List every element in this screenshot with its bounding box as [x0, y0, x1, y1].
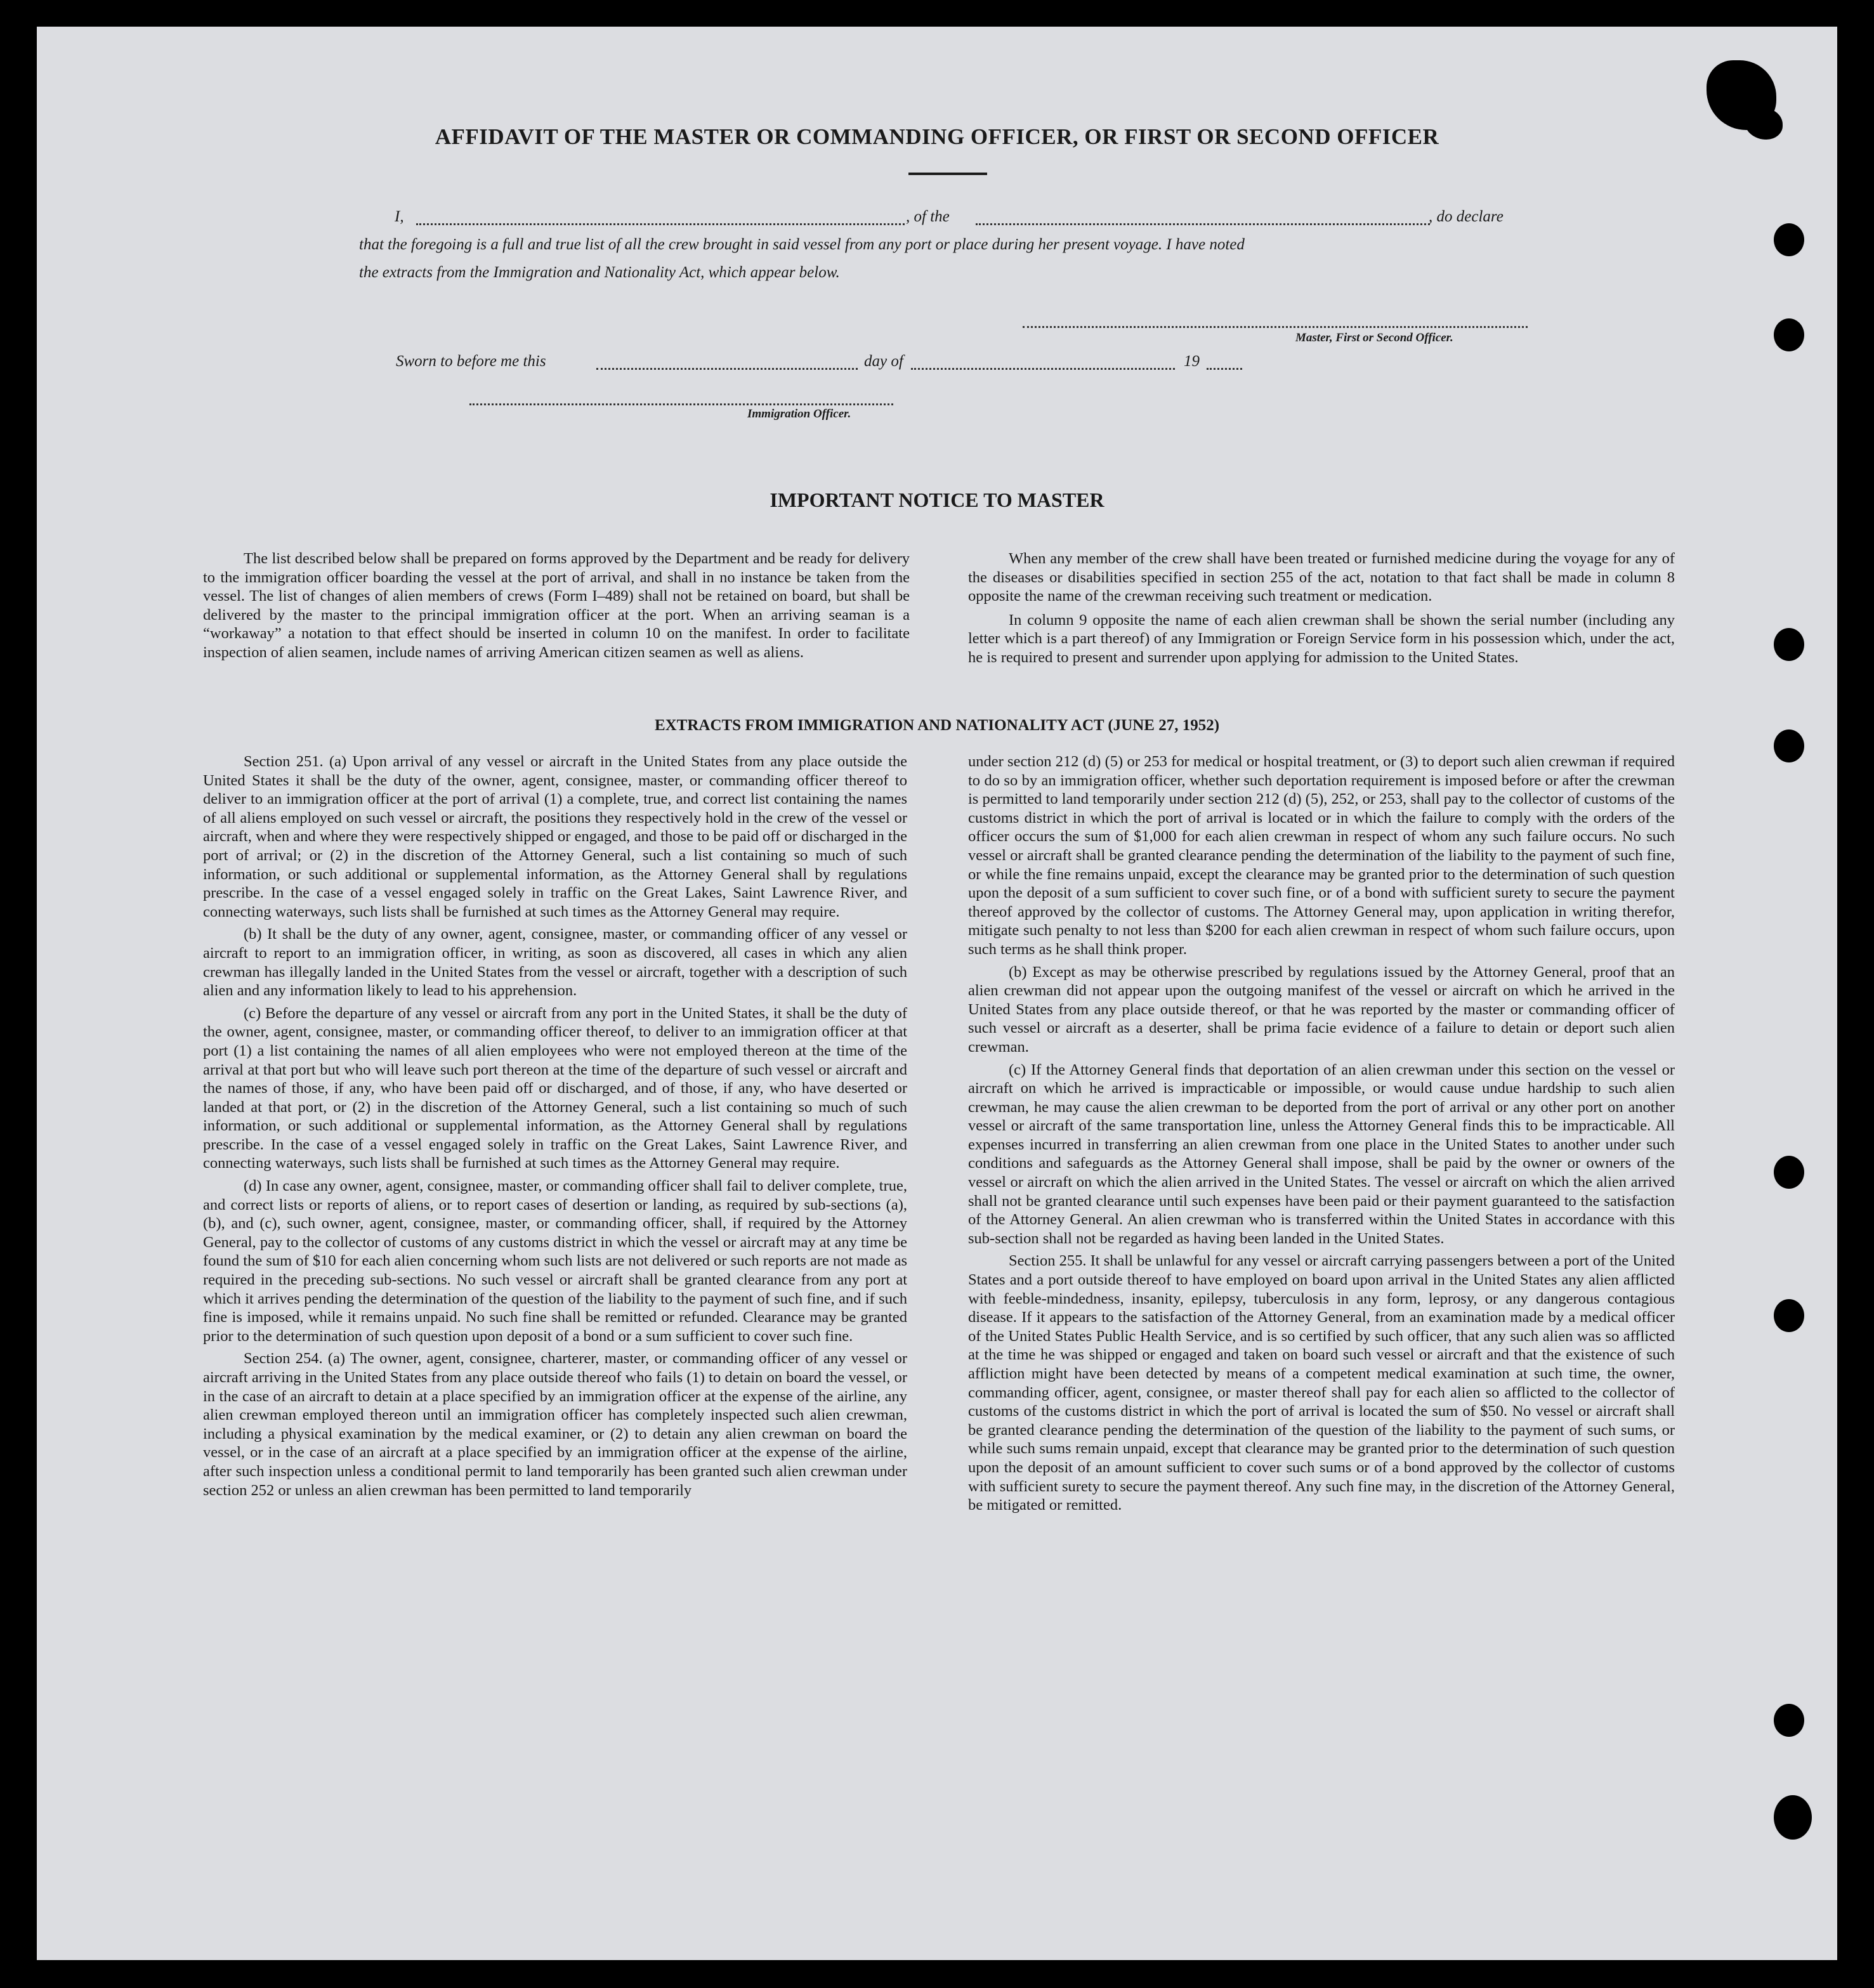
name-field[interactable] [416, 223, 905, 225]
immigration-officer-label: Immigration Officer. [747, 407, 851, 421]
year-label: 19 [1184, 353, 1200, 370]
master-signature-line[interactable] [1023, 326, 1528, 328]
notice-title: IMPORTANT NOTICE TO MASTER [770, 488, 1104, 511]
vessel-field[interactable] [976, 223, 1430, 225]
affidavit-title: AFFIDAVIT OF THE MASTER OR COMMANDING OFFICER, OR FIRST OR SECOND OFFICER [435, 124, 1439, 149]
declaration-do-declare: , do declare [1429, 208, 1504, 225]
immigration-officer-line[interactable] [469, 403, 893, 405]
declaration-i: I, [395, 208, 404, 225]
sworn-label: Sworn to before me this [396, 353, 546, 370]
sworn-year-field[interactable] [1207, 368, 1242, 370]
binder-hole [1774, 628, 1804, 661]
section-254-b: (b) Except as may be otherwise prescribed by regulations issued by the Attorney General, proof that an alien crewman did not appear upon the outgoing manifest of the vessel or aircraft on which he arrived in the United States from any place outside thereof, or that he was reported by the master or commanding officer of such vessel or aircraft as a deserter, shall be prima facie evidence of a failure to detain or deport such alien crewman. [968, 963, 1675, 1056]
section-254-a: Section 254. (a) The owner, agent, consignee, charterer, master, or commanding officer of any vessel or aircraft arriving in the United States from any place outside thereof who fails (1) to detain on board the vessel, or in the case of an aircraft to detain at a place specified by an immigration officer at the expense of the airline, any alien crewman employed thereon until an immigration officer has completely inspected such alien crewman, including a physical examination by the medical examiner, or (2) to detain any alien crewman on board the vessel, or in the case of an aircraft at a place specified by an immigration officer at the expense of the airline, after such inspection unless a conditional permit to land temporarily has been granted such alien crewman under section 252 or unless an alien crewman has been permitted to land temporarily [203, 1350, 907, 1499]
section-254-c: (c) If the Attorney General finds that deportation of an alien crewman under this section on the vessel or aircraft on which he arrived is impracticable or impossible, or would cause undue hardship to such alien crewman, he may cause the alien crewman to be deported from the port of arrival or any other port on another vessel or aircraft of the same transportation line, unless the Attorney General finds this to be impracticable. All expenses incurred in transferring an alien crewman from one place in the United States to another under such conditions and safeguards as the Attorney General shall impose, shall be paid by the owner or owners of the vessel or aircraft on which the alien arrived in the United States. The vessel or aircraft on which the alien arrived shall not be granted clearance until such expenses have been paid or their payment guaranteed to the satisfaction of the Attorney General. An alien crewman who is transferred within the United States in accordance with this sub-section shall not be regarded as having been landed in the United States. [968, 1061, 1675, 1247]
section-251-c: (c) Before the departure of any vessel or aircraft from any port in the United States, it shall be the duty of the owner, agent, consignee, master, or commanding officer thereof, to deliver to an immigration officer at that port (1) a list containing the names of all alien employees who were not employed thereon at the time of the arrival at that port but who will leave such port thereon at the time of the departure of such vessel or aircraft and the names of those, if any, who have been paid off or discharged, and of those, if any, who have deserted or landed at that port, or (2) in the discretion of the Attorney General, such a list containing so much of such information, or such additional or supplemental information, as the Attorney General shall by regulations prescribe. In the case of a vessel engaged solely in traffic on the Great Lakes, Saint Lawrence River, and connecting waterways, such lists shall be furnished at such times as the Attorney General may require. [203, 1004, 907, 1172]
title-rule [908, 173, 987, 175]
binder-hole [1774, 223, 1804, 256]
day-of-label: day of [864, 353, 903, 370]
notice-left-column [203, 549, 910, 662]
section-251-a: Section 251. (a) Upon arrival of any vessel or aircraft in the United States from any place outside the United States it shall be the duty of the owner, agent, consignee, master, or commanding officer thereof to deliver to an immigration officer at the port of arrival (1) a complete, true, and correct list containing the names of all aliens employed on such vessel or aircraft, the positions they respectively hold in the crew of the vessel or aircraft, when and where they were respectively shipped or engaged, and those to be paid off or discharged in the port of arrival; or (2) in the discretion of the Attorney General, such a list containing so much of such information, or such additional or supplemental information, as the Attorney General shall by regulations prescribe. In the case of a vessel engaged solely in traffic on the Great Lakes, Saint Lawrence River, and connecting waterways, such lists shall be furnished at such times as the Attorney General may require. [203, 753, 907, 920]
extracts-title: EXTRACTS FROM IMMIGRATION AND NATIONALITY ACT (JUNE 27, 1952) [654, 717, 1220, 734]
section-251-b: (b) It shall be the duty of any owner, agent, consignee, master, or commanding officer of any vessel or aircraft to report to an immigration officer, in writing, as soon as discovered, all cases in which any alien crewman has illegally landed in the United States from the vessel or aircraft, together with a description of such alien and any information likely to lead to his apprehension. [203, 925, 907, 1000]
section-251-d: (d) In case any owner, agent, consignee, master, or commanding officer shall fail to deliver complete, true, and correct lists or reports of aliens, or to report cases of desertion or landing, as required by sub-sections (a), (b), and (c), such owner, agent, consignee, master, or commanding officer, shall, if required by the Attorney General, pay to the collector of customs of any customs district in which the vessel or aircraft may at any time be found the sum of $10 for each alien concerning whom such lists are not delivered or such reports are not made as required in the preceding sub-sections. No such vessel or aircraft shall be granted clearance from any port at which it arrives pending the determination of the question of the liability to the payment of such fine, and if such fine is imposed, while it remains unpaid. No such fine shall be remitted or refunded. Clearance may be granted prior to the determination of such question upon deposit of a bond or a sum sufficient to cover such fine. [203, 1177, 907, 1345]
declaration-line-2: that the foregoing is a full and true list of all the crew brought in said vessel from any port or place during her present voyage. I have noted [359, 236, 1245, 253]
section-254-a-continued: under section 212 (d) (5) or 253 for medical or hospital treatment, or (3) to deport such alien crewman if required to do so by an immigration officer, whether such deportation requirement is imposed before or after the crewman is permitted to land temporarily under section 212 (d) (5), 252, or 253, shall pay to the collector of customs of the customs district in which the port of arrival is located or in which the failure to comply with the orders of the officer occurs the sum of $1,000 for each alien crewman in respect of whom any such failure occurs. No such vessel or aircraft shall be granted clearance pending the determination of the liability to the payment of such fine, or while the fine remains unpaid, except the clearance may be granted prior to the determination of such question upon the deposit of a sum sufficient to cover such fine, or of a bond with sufficient surety to secure the payment thereof approved by the collector of customs. The Attorney General may, upon application in writing therefor, mitigate such penalty to not less than $200 for each alien crewman in respect of whom such failure occurs, upon such terms as he shall think proper. [968, 753, 1675, 958]
binder-hole [1774, 318, 1804, 351]
extracts-left-column [203, 752, 907, 1500]
declaration-of-the: , of the [906, 208, 950, 225]
section-255: Section 255. It shall be unlawful for any vessel or aircraft carrying passengers between a port of the United States and a port outside thereof to have employed on board upon arrival in the United States any alien afflicted with feeble-mindedness, insanity, epilepsy, tuberculosis in any form, leprosy, or any dangerous contagious disease. If it appears to the satisfaction of the Attorney General, from an examination made by a medical officer of the United States Public Health Service, and is so certified by such officer, that any such alien was so afflicted at the time he was shipped or engaged and taken on board such vessel or aircraft and that the existence of such affliction might have been detected by means of a competent medical examination at such time, the owner, commanding officer, agent, consignee, or master thereof shall pay for each alien so afflicted to the collector of customs of the customs district in which the port of arrival is located the sum of $50. No vessel or aircraft shall be granted clearance pending the determination of the question of the liability to the payment of such sums, or while such sums remain unpaid, except that clearance may be granted prior to the determination of such question upon the deposit of an amount sufficient to cover such sums or of a bond approved by the collector of customs with sufficient surety to secure the payment thereof. Any such fine may, in the discretion of the Attorney General, be mitigated or remitted. [968, 1252, 1675, 1514]
binder-hole [1774, 1704, 1804, 1737]
declaration-line-3: the extracts from the Immigration and Nationality Act, which appear below. [359, 264, 840, 281]
sworn-day-field[interactable] [596, 368, 858, 370]
binder-hole [1774, 1795, 1812, 1840]
notice-paragraph: The list described below shall be prepared on forms approved by the Department and be ready for delivery to the immigration officer boarding the vessel at the port of arrival, and shall in no instance be taken from the vessel. The list of changes of alien members of crews (Form I–489) shall not be retained on board, but shall be delivered by the master to the principal immigration officer at the port. When an arriving seaman is a “workaway” a notation to that effect should be inserted in column 10 on the manifest. In order to facilitate inspection of alien seamen, include names of arriving American citizen seamen as well as aliens. [203, 550, 910, 661]
notice-right-column [968, 549, 1675, 667]
binder-hole [1774, 1299, 1804, 1332]
notice-paragraph: When any member of the crew shall have been treated or furnished medicine during the voyage for any of the diseases or disabilities specified in section 255 of the act, notation to that fact shall be made in column 8 opposite the name of the crewman receiving such treatment or medication. [968, 550, 1675, 605]
sworn-month-field[interactable] [911, 368, 1175, 370]
notice-paragraph: In column 9 opposite the name of each alien crewman shall be shown the serial number (including any letter which is a part thereof) of any Immigration or Foreign Service form in his possession which, under the act, he is required to present and surrender upon applying for admission to the United States. [968, 611, 1675, 666]
extracts-right-column [968, 752, 1675, 1515]
master-signature-label: Master, First or Second Officer. [1295, 331, 1453, 344]
binder-hole [1774, 1156, 1804, 1189]
